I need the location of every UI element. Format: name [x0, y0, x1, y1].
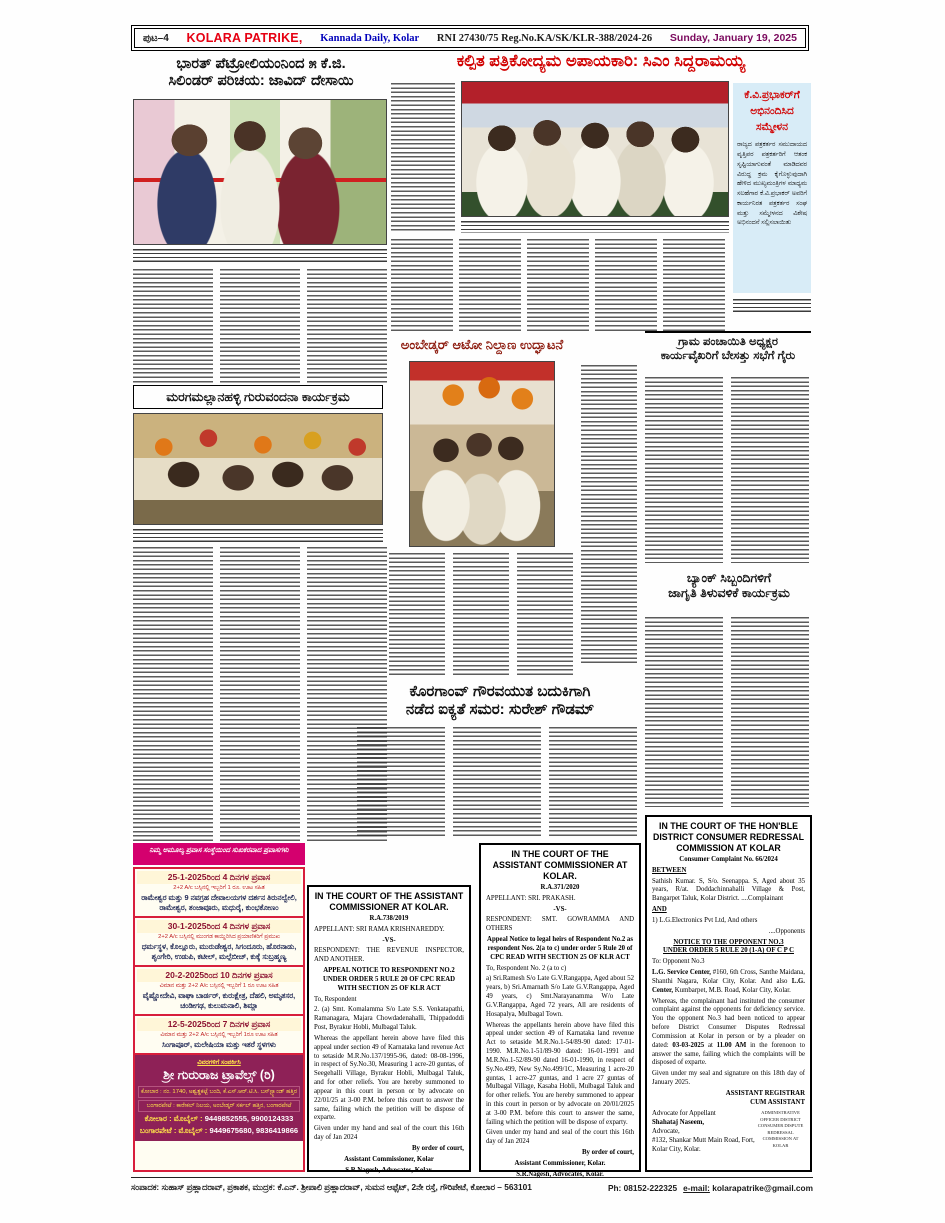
notice-body-text: Whereas, the complainant had instituted the consumer complaint against the opponents for deficiency service. You the opponent No.3 had been noticed to appear before District Consumer Disputes Redressal Commission at Kolar in person or by a pleader on dated: [652, 997, 805, 1049]
notice-title: IN THE COURT OF THE ASSISTANT COMMISSIONER AT KOLAR. [492, 849, 628, 881]
notice-heading-line2: UNDER ORDER 5 RULE 20 (1-A) OF C P C [663, 947, 794, 955]
headline-bank [647, 571, 811, 601]
caption-felicitation [733, 299, 811, 313]
notice-title-line2: DISTRICT CONSUMER REDRESSAL [652, 831, 805, 842]
notice-vs: -VS- [382, 936, 396, 944]
registrar-line1: ASSISTANT REGISTRAR [725, 1089, 805, 1097]
travel-ad-address-bangarpet: ಬಂಗಾರಪೇಟೆ : ಕಾರೇಕಲ್ ನಿಲಯ, ಅಂಬೇಡ್ಕರ್ ಸರ್ಕಲ್ ಹತ್ತಿರ, ಬಂಗಾರಪೇಟೆ [138, 1100, 300, 1112]
text-column [389, 553, 445, 675]
registrar-line2: CUM ASSISTANT [750, 1098, 805, 1106]
text-column [391, 239, 453, 333]
notice-addressee: a) Sri.Ramesh S/o Late G.V.Rangappa, Aged about 52 years, b) Sri.Amarnath S/o Late G.V.Rangappa, Aged 49 years, c) Smt.Narayanamma W/o Late G.V.Rangappa, Aged 72 years, All are residents of Hosapalya, Mulbagal Town. [486, 975, 634, 1018]
notice-signature-commissioner: Assistant Commissioner, Kolar [344, 1155, 434, 1163]
notice-given-line: Given under my seal and signature on this 18th day of January 2025. [652, 1070, 805, 1086]
felicitation-title-line3: ಸಮ್ಮೇಳನ [756, 120, 788, 133]
felicitation-body: ರಾಜ್ಯದ ಪತ್ರಕರ್ತರ ಸಮುದಾಯದ ವೃತ್ತಿಪರ ಪತ್ರಕರ್ತರಿಗೆ ಆತಂಕ ಸೃಷ್ಟಿಯಾಗುವಂತೆ ಮಾಡಿದವರ ವಿರುದ್ಧ ಕ್ರಮ ಕೈಗೊಳ್ಳುವುದಾಗಿ ಹೇಳಿದ ಮುಖ್ಯಮಂತ್ರಿಗಳ ಮಾಧ್ಯಮ ಸಲಹೆಗಾರ ಕೆ.ವಿ.ಪ್ರಭಾಕರ್ ಅವರಿಗೆ ಕಾರ್ಯನಿರತ ಪತ್ರಕರ್ತರ ಸಂಘ ಮತ್ತು ಸಮ್ಮೇಳನದ ವಿಶೇಷ ಅಭಿನಂದನೆ ಸಲ್ಲಿಸಲಾಯಿತು [737, 141, 807, 227]
photo-ribbon-cutting [133, 99, 387, 245]
notice-heading: Appeal Notice to legal heirs of Respondent No.2 as respondent Nos. 2(a to c) under order 5 Rule 20 of CPC READ WITH SECTION 25 OF KLR ACT [487, 936, 633, 961]
photo-cm-stage [461, 81, 729, 217]
advocate-title: Advocate, [652, 1128, 680, 1136]
imprint-footer [131, 1177, 813, 1194]
headline-koregaon [355, 683, 645, 718]
newspaper-page [131, 25, 815, 1195]
text-column [581, 365, 637, 665]
headline-cm: ಕಲ್ಪಿತ ಪತ್ರಿಕೋದ್ಯಮ ಅಪಾಯಕಾರಿ: ಸಿಎಂ ಸಿದ್ದರಾಮಯ್ಯ [456, 52, 746, 70]
notice-addressee: 2. (a) Smt. Komalamma S/o Late S.S. Venkatapathi, Ramanagara, Majara Chowdadenahalli, Thippadoddi Post, Byrakur Hobli, Mulbagal Taluk. [314, 1006, 464, 1032]
photo-guruvandana-group [133, 413, 383, 525]
headline-petroleum [135, 56, 387, 90]
trip-date: 25-1-2025ರಿಂದ 4 ದಿನಗಳ ಪ್ರವಾಸ [137, 871, 301, 884]
opponent-name-bold: L.G. Center, [652, 977, 805, 994]
notice-signature-advocate: S.R.Nagesh, Advocates, Kolar. [516, 1170, 604, 1178]
consumer-commission-notice [645, 815, 812, 1172]
photo-auto-stand [409, 361, 555, 547]
notice-body: Whereas the appellant herein above have filed this appeal under section 49 of Karnataka land revenue Act to setaside M.R.No.137/1995-96, dated: 08-08-1996, in respect of Sy.No.30, Measuring 1 acre-20 guntas, of Seegehalli Village, Byrakur Hobli, Mulbagal Taluk, and for other reliefs. You are hereby summoned to appear in this court in person or by advocate on 22/01/25 at 3-00 P.M. before this court to answer the same, failing which the petition will be dispose of exparte. [314, 1034, 464, 1122]
court-notice-ra-738-2019 [307, 885, 471, 1172]
notice-and-label: AND [652, 906, 667, 914]
hearing-date: 03-03-2025 [672, 1041, 705, 1049]
text-column [307, 269, 387, 383]
registration-number: RNI 27430/75 Reg.No.KA/SK/KLR-388/2024-26 [436, 32, 653, 44]
headline-koregaon-line2: ನಡೆದ ಐಕ್ಯತೆ ಸಮರ: ಸುರೇಶ್ ಗೌಡಮ್ [405, 700, 595, 718]
office-stamp-text: ADMINISTRATIVE OFFICER DISTRICT CONSUMER DISPUTE REDRESSAL COMMISSION AT KOLAR [757, 1110, 804, 1148]
notice-signature-advocate: S.R.Nagesh, Advocates, Kolar. [345, 1166, 433, 1174]
notice-to: To: Opponent No.3 [652, 958, 705, 966]
notice-to: To, Respondent [314, 995, 357, 1003]
text-column [459, 239, 521, 333]
text-column [133, 269, 213, 383]
trip-note: 2+2 A/c ಬಸ್ಸಿನಲ್ಲಿ ಇಬ್ಬರಿಗೆ 1 ರೂ. ಊಟ ಸಹಿತ [173, 885, 265, 891]
text-column [527, 239, 589, 333]
notice-between-label: BETWEEN [652, 866, 687, 874]
notice-opponents-tag: ....Opponents [768, 927, 805, 935]
text-column [595, 239, 657, 333]
advocate-address: #132, Shankar Mutt Main Road, Fort, Kolar City, Kolar. [652, 1136, 755, 1153]
phone-label-bangarpet: ಬಂಗಾರಪೇಟೆ : ಮೊಬೈಲ್ : [139, 1126, 208, 1136]
headline-panchayat-line1: ಗ್ರಾಮ ಪಂಚಾಯಿತಿ ಅಧ್ಯಕ್ಷರ [678, 336, 778, 348]
felicitation-title-line2: ಅಭಿನಂದಿಸಿದ [750, 104, 794, 117]
travel-ad-contact [135, 1055, 303, 1141]
headline-guruvandana: ಮರಗಮಲ್ಲಾನಹಳ್ಳಿ ಗುರುವಂದನಾ ಕಾರ್ಯಕ್ರಮ [133, 385, 383, 409]
headline-panchayat-line2: ಕಾರ್ಯವೈಖರಿಗೆ ಬೇಸತ್ತು ಸಭೆಗೆ ಗೈರು [660, 349, 796, 362]
notice-body [652, 998, 805, 1069]
headline-bank-line1: ಬ್ಯಾಂಕ್ ಸಿಬ್ಬಂದಿಗಳಿಗೆ [686, 571, 772, 585]
notice-case-number: R.A.371/2020 [540, 883, 580, 891]
text-column [663, 239, 725, 333]
caption-guruvandana [133, 529, 383, 542]
opponent-address: #160, 6th Cross, Santhe Maidana, Shanthi Nagara, Kolar City, Kolar. And also [652, 969, 805, 985]
text-column [549, 727, 637, 839]
text-column [645, 377, 723, 563]
notice-appellant: APPELLANT: SRI. PRAKASH. [486, 894, 576, 902]
trip-item [135, 1016, 303, 1055]
court-notice-ra-371-2020 [479, 843, 641, 1178]
brand-title: KOLARA PATRIKE, [186, 31, 303, 45]
notice-case-number: Consumer Complaint No. 66/2024 [679, 855, 778, 863]
headline-ambedkar: ಅಂಬೇಡ್ಕರ್ ಆಟೋ ನಿಲ್ದಾಣ ಉದ್ಘಾಟನೆ [400, 337, 564, 352]
advocate-label: Advocate for Appellant [652, 1110, 716, 1118]
trip-places: ಧರ್ಮಸ್ಥಳ, ಕೊಲ್ಲೂರು, ಮುರುಡೇಶ್ವರ, ಸಿಗಂದೂರು, ಹೊರನಾಡು, ಶೃಂಗೇರಿ, ಉಡುಪಿ, ಕಟೀಲ್, ಮಲ್ಪೆಬೀಚ್, ಕುಕ್ಕೆ ಸುಬ್ರಹ್ಮಣ್ಯ [141, 941, 297, 961]
notice-addressee [652, 969, 805, 995]
hearing-time: 11.00 AM [716, 1041, 747, 1049]
brand-subtitle: Kannada Daily, Kolar [320, 32, 420, 44]
notice-opponents: 1) L.G.Electronics Pvt Ltd, And others [652, 916, 758, 924]
headline-petroleum-line1: ಭಾರತ್ ಪೆಟ್ರೋಲಿಯಂನಿಂದ ೫ ಕೆ.ಜಿ. [176, 56, 346, 72]
imprint-email [683, 1183, 813, 1193]
trip-places: ವೈಷ್ಣೋದೇವಿ, ವಾಘಾ ಬಾರ್ಡರ್, ಕುರುಕ್ಷೇತ್ರ, ದೆಹಲಿ, ಅಮೃತಸರ, ಚಂಡೀಗಢ, ಕುಲುಮನಾಲಿ, ಶಿಮ್ಲಾ [142, 990, 296, 1010]
text-column [133, 547, 213, 843]
email-address: kolarapatrike@gmail.com [712, 1182, 813, 1193]
notice-heading: APPEAL NOTICE TO RESPONDENT NO.2 UNDER ORDER 5 RULE 20 OF CPC READ WITH SECTION 25 OF KLR ACT [322, 967, 456, 992]
phone-number-bangarpet: 9449675680, 9836419866 [209, 1126, 299, 1136]
notice-heading-line1: NOTICE TO THE OPPONENT NO.3 [673, 938, 784, 946]
text-column [220, 269, 300, 383]
trip-places: ರಾಮೇಶ್ವರ ಮತ್ತು 9 ನವಗ್ರಹ ದೇವಾಲಯಗಳ ದರ್ಶನ ತಿರುನಲ್ವೇಲಿ, ರಾಮೇಶ್ವರ, ತಂಜಾವೂರು, ಮಧುರೈ, ಕುಂಭಕೋಣಂ [141, 893, 297, 912]
trip-note: ವಿಮಾನ ಮತ್ತು 2+2 A/c ಬಸ್ಸಿನಲ್ಲಿ ಇಬ್ಬರಿಗೆ 1 ರೂ ಊಟ ಸಹಿತ [159, 982, 279, 989]
advocate-block [652, 1110, 805, 1154]
imprint-kannada: ಸಂಪಾದಕ: ಸುಹಾಸ್ ಪ್ರಹ್ಲಾದರಾವ್, ಪ್ರಕಾಶಕ, ಮುದ್ರಕ: ಕೆ.ಎನ್. ಶ್ರೀಪಾಲಿ ಪ್ರಹ್ಲಾದರಾವ್, ಸುಮನ ಆಫ್ಸೆಟ್, 2ನೇ ರಸ್ತೆ, ಗೌರಿಪೇಟೆ, ಕೋಲಾರ – 563101 [131, 1182, 532, 1192]
column-rule [645, 331, 811, 333]
travel-ad-brand: ಶ್ರೀ ಗುರುರಾಜ ಟ್ರಾವೆಲ್ಸ್ (ರಿ) [163, 1067, 275, 1082]
trip-item [135, 869, 303, 918]
text-column [453, 727, 541, 839]
notice-given-line: Given under my hand and seal of the court this 16th day of Jan 2024 [314, 1125, 464, 1142]
trip-item [135, 967, 303, 1016]
travel-ad-contact-label: ವಿವರಗಳಿಗೆ ಸಂಪರ್ಕಿಸಿ [197, 1058, 241, 1066]
text-column [645, 617, 723, 807]
travel-ad-header: ನಿಮ್ಮ ಅಮೂಲ್ಯ ಪ್ರವಾಸ ಸಂಸ್ಥೆಯಿಂದ ಸುಖಕರವಾದ ಪ್ರವಾಸಗಳು [133, 843, 305, 865]
notice-to: To, Respondent No. 2 (a to c) [486, 964, 567, 972]
email-label: e-mail: [683, 1182, 710, 1193]
notice-title-line1: IN THE COURT OF THE HON'BLE [659, 821, 798, 831]
travel-ad [133, 867, 305, 1172]
text-column [517, 553, 573, 675]
trip-item [135, 918, 303, 967]
felicitation-box [733, 83, 811, 293]
advocate-details [652, 1110, 756, 1154]
opponent-name-bold: L.G. Service Center, [652, 969, 711, 977]
text-column [220, 547, 300, 843]
headline-petroleum-line2: ಸಿಲಿಂಡರ್ ಪರಿಚಯ: ಜಾವಿದ್ ದೇಸಾಯಿ [168, 73, 354, 90]
notice-case-number: R.A.738/2019 [369, 914, 409, 922]
text-column [391, 83, 455, 233]
masthead [134, 28, 806, 48]
text-column [357, 727, 445, 839]
text-column [731, 377, 809, 563]
notice-body-text: at [704, 1041, 717, 1049]
caption-cm [461, 221, 729, 233]
notice-by-order: By order of court, [412, 1144, 464, 1152]
trip-date: 30-1-2025ರಿಂದ 4 ದಿನಗಳ ಪ್ರವಾಸ [137, 920, 301, 933]
notice-title: IN THE COURT OF THE ASSISTANT COMMISSIONER AT KOLAR. [314, 891, 464, 912]
notice-signature-commissioner: Assistant Commissioner, Kolar. [514, 1159, 606, 1167]
caption-petroleum [133, 249, 387, 264]
headline-koregaon-line1: ಕೊರಗಾಂವ್ ಗೌರವಯುತ ಬದುಕಿಗಾಗಿ [409, 683, 591, 700]
notice-heading [652, 939, 805, 957]
trip-date: 12-5-2025ರಿಂದ 7 ದಿನಗಳ ಪ್ರವಾಸ [137, 1018, 301, 1031]
travel-ad-address-kolar: ಕೋಲಾರ : ನಂ. 1740, ಅಶ್ವತ್ಥಕಟ್ಟೆ ಬಂದಿ, ಕೆ.ಎಸ್.ಆರ್.ಟಿ.ಸಿ. ಬಸ್‌ಸ್ಟ್ಯಾಂಡ್ ಹತ್ತಿರ [138, 1086, 300, 1098]
phone-label-kolar: ಕೋಲಾರ : ಮೊಬೈಲ್ : [144, 1114, 203, 1124]
notice-registrar [652, 1090, 805, 1108]
notice-title-line3: COMMISSION AT KOLAR [676, 842, 781, 853]
trip-note: ವಿಮಾನ ಮತ್ತು 2+2 A/c ಬಸ್ಸಿನಲ್ಲಿ ಇಬ್ಬರಿಗೆ 1ರೂ ಊಟ ಸಹಿತ [160, 1031, 278, 1038]
trip-date: 20-2-2025ರಿಂದ 10 ದಿನಗಳ ಪ್ರವಾಸ [137, 969, 301, 982]
imprint-phone: Ph: 08152-222325 [607, 1182, 678, 1193]
text-column [453, 553, 509, 675]
text-column [731, 617, 809, 807]
notice-appellant: APPELLANT: SRI RAMA KRISHNAREDDY. [314, 925, 445, 933]
issue-date: Sunday, January 19, 2025 [669, 32, 797, 44]
trip-places: ಸಿಂಗಾಪೂರ್, ಮಲೇಷಿಯಾ ಮತ್ತು ಇತರೆ ಸ್ಥಳಗಳು [161, 1039, 277, 1049]
notice-respondent: RESPONDENT: THE REVENUE INSPECTOR, AND ANOTHER. [314, 947, 464, 964]
page-number-label: ಪುಟ–4 [143, 32, 169, 44]
opponent-address: Kumbarpet, M.B. Road, Kolar City, Kolar. [673, 986, 791, 994]
notice-respondent: RESPONDENT: SMT. GOWRAMMA AND OTHERS [486, 916, 634, 933]
phone-number-kolar: 9449852555, 9900124333 [204, 1114, 294, 1124]
notice-complainant: Sathish Kumar. S, S/o. Seenappa. S, Aged about 35 years, R/at. Doddachinnahalli Village & Post, Bangarpet Taluk, Kolar District. ....Complainant [652, 877, 805, 903]
notice-vs: -VS- [553, 905, 567, 913]
notice-body: Whereas the appellants herein above have filed this appeal under section 49 of Karnataka land revenue Act to setaside M.R.No.1-54/89-90 dated: 17-01-1990. M.R.No.1-51/89-90 dated: 16-01-1991 and M.R.No.1-52/89-90 dated 16-01-1990, in respect of Sy.No.499, New Sy.No.499/1C, Measuring 1 acre-20 guntas, 1 acre-27 guntas, and 1 acre 27 guntas of Mulbagal Village, Kasaba Hobli, Mulbagal Taluk and for other reliefs. You are hereby summoned to appear in this court in person or by advocate on 20/01/2025 at 3-00 P.M. before this court to answer the same, failing which the petition will be dispose of exparty. [486, 1021, 634, 1126]
advocate-name: Shahataj Naseem, [652, 1119, 705, 1127]
notice-by-order: By order of court, [582, 1149, 634, 1157]
headline-bank-line2: ಜಾಗೃತಿ ತಿಳುವಳಿಕೆ ಕಾರ್ಯಕ್ರಮ [668, 585, 790, 600]
notice-given-line: Given under my hand and seal of the court this 16th day of Jan 2024 [486, 1129, 634, 1146]
headline-panchayat [645, 336, 811, 363]
trip-note: 2+2 A/c ಬಸ್ಸಿನಲ್ಲಿ ಮುಂಗಡ ಕಾಯ್ದಿರಿಸಿದ ಪ್ರಯಾಣಿಕರಿಗೆ ಪ್ರಮುಖ [158, 933, 280, 940]
notice-body-text: in the forenoon to answer the same, failing which the complaints will be disposed of exparte. [652, 1041, 805, 1067]
felicitation-title-line1: ಕೆ.ವಿ.ಪ್ರಭಾಕರ್‌ಗೆ [744, 89, 800, 101]
